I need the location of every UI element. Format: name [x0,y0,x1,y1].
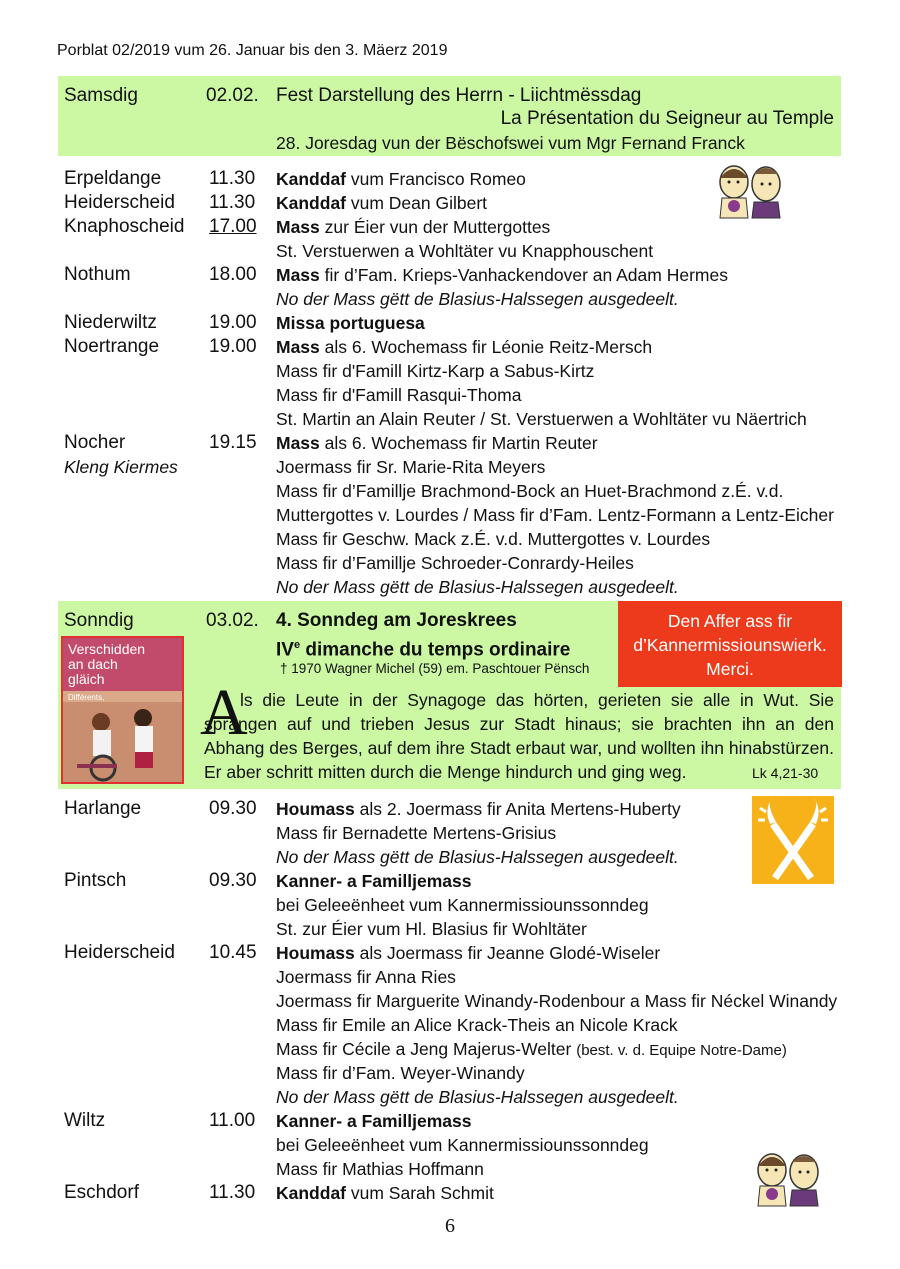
entry-line: Mass fir Emile an Alice Krack-Theis an Nicole Krack [276,1015,678,1035]
entry-text [276,431,598,455]
rest: als Joermass fir Jeanne Glodé-Wiseler [354,943,661,963]
keyword: Houmass [276,943,355,963]
sunday-day: Sonndig [64,610,134,631]
entry-line: Joermass fir Marguerite Winandy-Rodenbour a Mass fir Néckel Winandy [276,991,838,1011]
place: Niederwiltz [64,312,157,333]
sub-label: Kleng Kiermes [64,457,178,477]
keyword: Mass [276,337,320,357]
entry-line: Mass fir d'Famill Kirtz-Karp a Sabus-Kirtz [276,361,595,381]
entry-text [276,1109,472,1133]
time: 09.30 [209,798,257,819]
offering-line: Merci. [706,659,754,679]
entry-line: bei Geleeënheet vum Kannermissiounssonndeg [276,895,649,915]
poster-subtitle: Différents, [68,693,105,702]
saturday-day: Samsdig [64,85,138,106]
rest: vum Francisco Romeo [346,169,526,189]
keyword: Mass [276,217,320,237]
place: Erpeldange [64,168,162,189]
rest: zur Éier vun der Muttergottes [319,217,551,237]
place: Heiderscheid [64,192,175,213]
entry-line: bei Geleeënheet vum Kannermissiounssonndeg [276,1135,649,1155]
entry-line: Mass fir Bernadette Mertens-Grisius [276,823,557,843]
death-note: † 1970 Wagner Michel (59) em. Paschtouer Pënsch [280,661,590,676]
place: Pintsch [64,870,127,891]
place: Nothum [64,264,131,285]
children-illustration [750,1148,826,1208]
keyword: Mass [276,433,320,453]
gospel-reference: Lk 4,21-30 [752,765,819,781]
time: 18.00 [209,264,257,285]
entry-text [276,191,487,215]
entry-line: Muttergottes v. Lourdes / Mass fir d’Fam. Lentz-Formann a Lentz-Eicher [276,505,834,525]
gospel-quote: ls die Leute in der Synagoge das hörten, gerieten sie alle in Wut. Sie sprangen auf und trieben Jesus zur Stadt hinaus; sie brachten ihn an den Abhang des Berges, auf dem ihre Stadt erbaut war, und wollten ihn hinabstürzen. Er aber schritt mitten durch die Menge hindurch und ging weg. [204,690,834,782]
entry-text [276,797,681,821]
keyword: Kanddaf [276,1183,346,1203]
saturday-date: 02.02. [206,85,259,106]
rest: fir d’Fam. Krieps-Vanhackendover an Adam Hermes [319,265,728,285]
entry-line: Joermass fir Anna Ries [276,967,456,987]
entry-line: No der Mass gëtt de Blasius-Halssegen ausgedeelt. [276,847,679,867]
rest: als 6. Wochemass fir Martin Reuter [319,433,598,453]
saturday-note: 28. Joresdag vun der Bëschofswei vum Mgr Fernand Franck [276,133,745,153]
entry-line: Mass fir Geschw. Mack z.É. v.d. Muttergottes v. Lourdes [276,529,711,549]
page-header: Porblat 02/2019 vum 26. Januar bis den 3. Mäerz 2019 [57,42,448,59]
time: 19.00 [209,336,257,357]
place: Noertrange [64,336,160,357]
keyword: Houmass [276,799,355,819]
time: 09.30 [209,870,257,891]
time: 11.00 [209,1110,256,1131]
entry-line: Mass fir d'Famill Rasqui-Thoma [276,385,522,405]
keyword: Kanddaf [276,169,346,189]
entry-text: Mass fir Cécile a Jeng Majerus-Welter (best. v. d. Equipe Notre-Dame) [276,1039,787,1059]
place: Harlange [64,798,142,819]
children-illustration [712,160,788,220]
entry-line: Mass fir Mathias Hoffmann [276,1159,484,1179]
entry-text [276,1181,494,1205]
offering-line: d’Kannermissiounswierk. [633,635,827,655]
sunday-title-lb: 4. Sonndeg am Joreskrees [276,610,517,631]
saturday-feast-lb: Fest Darstellung des Herrn - Liichtmëssdag [276,85,642,106]
time: 19.15 [209,432,257,453]
entry-text [276,311,425,335]
entry-text [276,167,526,191]
place: Wiltz [64,1110,106,1131]
mission-poster [61,636,184,784]
keyword: Kanner- a Familljemass [276,871,472,891]
saturday-feast-fr: La Présentation du Seigneur au Temple [500,108,834,129]
keyword: Missa portuguesa [276,313,425,333]
entry-line: No der Mass gëtt de Blasius-Halssegen ausgedeelt. [276,577,679,597]
rest: als 6. Wochemass fir Léonie Reitz-Mersch [319,337,653,357]
time: 11.30 [209,1182,256,1203]
entry-line: Mass fir d’Fam. Weyer-Winandy [276,1063,525,1083]
entry-line: No der Mass gëtt de Blasius-Halssegen ausgedeelt. [276,1087,679,1107]
time: 11.30 [209,168,256,189]
page-number: 6 [445,1215,455,1237]
poster-photo [63,702,182,782]
place: Eschdorf [64,1182,139,1203]
keyword: Kanddaf [276,193,346,213]
time: 10.45 [209,942,257,963]
offering-line: Den Affer ass fir [667,611,793,631]
entry-line: Mass fir d’Famillje Brachmond-Bock an Huet-Brachmond z.É. v.d. [276,481,784,501]
rest: vum Dean Gilbert [346,193,488,213]
candles-icon [750,794,836,886]
entry-text [276,263,728,287]
time: 11.30 [209,192,256,213]
entry-line: St. Martin an Alain Reuter / St. Verstuerwen a Wohltäter vu Näertrich [276,409,807,429]
poster-title: Verschidden an dach gläich [63,638,182,691]
entry-line: St. Verstuerwen a Wohltäter vu Knapphouschent [276,241,654,261]
offering-box [618,601,842,687]
time: 19.00 [209,312,257,333]
entry-text [276,215,550,239]
rest: als 2. Joermass fir Anita Mertens-Huberty [354,799,681,819]
entry-text [276,335,652,359]
entry-line: Joermass fir Sr. Marie-Rita Meyers [276,457,546,477]
sunday-date: 03.02. [206,610,259,631]
place: Knaphoscheid [64,216,185,237]
rest: vum Sarah Schmit [346,1183,494,1203]
entry-line: No der Mass gëtt de Blasius-Halssegen ausgedeelt. [276,289,679,309]
place: Nocher [64,432,126,453]
entry-text [276,941,660,965]
keyword: Kanner- a Familljemass [276,1111,472,1131]
place: Heiderscheid [64,942,175,963]
time: 17.00 [209,216,257,237]
sunday-title-fr: IVe dimanche du temps ordinaire [276,639,571,661]
entry-line: St. zur Éier vum Hl. Blasius fir Wohltäter [276,919,587,939]
entry-line: Mass fir d’Famillje Schroeder-Conrardy-Heiles [276,553,634,573]
entry-text [276,869,472,893]
keyword: Mass [276,265,320,285]
quote-dropcap: A [200,676,248,749]
entry-small-note: (best. v. d. Equipe Notre-Dame) [576,1042,787,1059]
